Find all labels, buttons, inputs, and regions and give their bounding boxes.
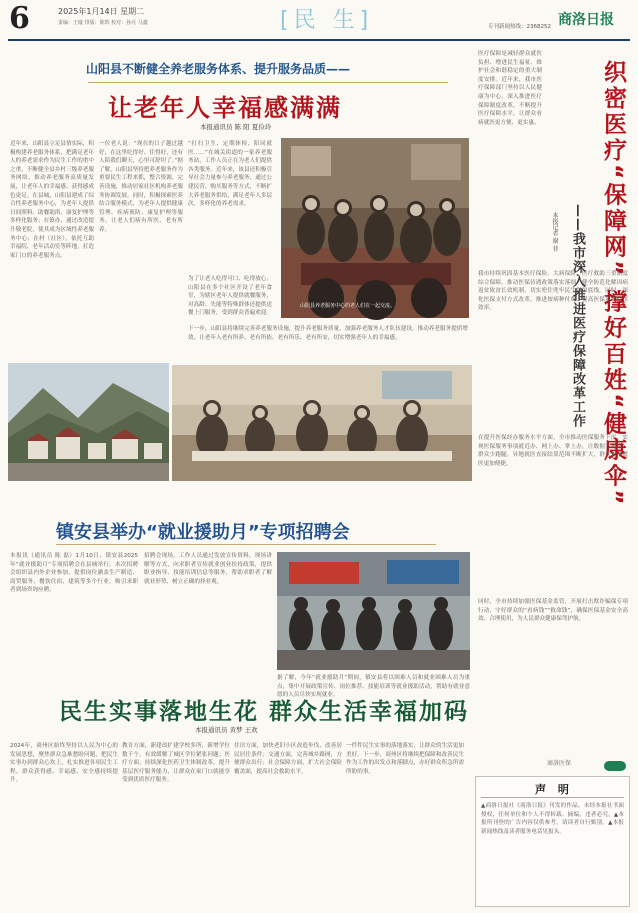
- right-article-col3: 在提升医保经办服务水平方面，全市推动医保服务下沉，实现医保服务事项就近办、网上办、掌上办，让数据多跑路、群众少跑腿。异地就医直接结算范围不断扩大，群众异地就医更加便捷。: [478, 435, 628, 467]
- notice-divider: [481, 797, 624, 798]
- elderly-activity-illustration: [281, 138, 469, 318]
- photo1-caption: 山阳县养老服务中心的老人们在一起交流。: [300, 303, 396, 309]
- masthead: [0, 0, 638, 40]
- right-article-headline: 织密医疗“保障网” 撑好百姓“健康伞”: [600, 60, 626, 508]
- section-title: [民 生]: [280, 8, 374, 33]
- article2-divider: [56, 544, 436, 545]
- article3-col1: 2024年，商州区始终坚持以人民为中心的发展思想，聚焦群众急难愁盼问题，把民生实事办到群众心坎上，扎实推进各项民生工程，群众获得感、幸福感、安全感持续提升。: [10, 743, 118, 784]
- article2-col3: 据了解，今年“就业援助月”期间，镇安县将以困难人员和就业困难人员为重点，集中开展政策宣传、岗位推荐、技能培训等就业援助活动，帮助有就业意愿的人员尽快实现就业。: [277, 675, 470, 699]
- article3-col2: 教育方面，新建改扩建学校多所，新增学位数千个，有效缓解了城区学位紧张问题；医疗方面，持续深化医药卫生体制改革，提升基层医疗服务能力，让群众在家门口就能享受到优质医疗服务。: [122, 743, 230, 784]
- right-article-col2: 我市持续巩固基本医疗保险、大病保险、医疗救助三重制度综合保障，推动医保待遇政策落实落细，健全防范化解因病返贫致贫长效机制，切实兜住兜牢民生保障底线。同时，深化医保支付方式改革，推进按病种付费，提高医保基金使用效率。: [478, 271, 628, 312]
- article3-col3: 住房方面，加快老旧小区改造步伐，改善居民居住条件；交通方面，完善城乡路网，方便群众出行；社会保障方面，扩大社会保险覆盖面，提高社会救助水平。: [234, 743, 342, 775]
- photo-job-fair: [277, 552, 470, 670]
- notice-title: 声 明: [535, 783, 573, 796]
- article1-col4: 为了让老人吃得可口、吃得放心，山阳县在多个社区开设了老年食堂，为辖区老年人提供就餐服务，对高龄、失能等特殊群体还提供送餐上门服务，受到群众普遍欢迎。: [188, 276, 272, 317]
- kicker-divider: [88, 82, 448, 83]
- elderly-dining-illustration: [172, 365, 472, 481]
- article1-col1: 近年来，山阳县立足县情实际，积极构建养老服务体系，把满足老年人的养老需求作为民生工作的重中之重，不断健全县乡村三级养老服务网络，推动养老服务高质量发展，让老年人的幸福感、获得感成色更足。在县城，山阳县建成了综合性养老服务中心，为老年人提供日间照料、助餐助浴、康复护理等多样化服务；在镇办，通过改造提升敬老院，使其成为区域性养老服务中心；在村（社区），依托互助幸福院、老年活动室等阵地，打造家门口的养老服务点。: [10, 141, 94, 259]
- article3-byline: 本报通讯员 黄梦 王欢: [195, 726, 258, 734]
- article1-col5: 下一步，山阳县将继续完善养老服务设施，提升养老服务质量，加强养老服务人才队伍建设，推动养老服务提质增效，让老年人老有所养、老有所依、老有所乐、老有所安，切实增强老年人的幸福感。: [188, 326, 468, 341]
- article3-col4: 一件件民生实事的落地落实，让群众的生活更加美好。下一步，商州区将继续把保障和改善民生作为工作的出发点和落脚点，办好群众所急所需所盼的事。: [346, 743, 464, 775]
- article2-col2: 招聘会现场，工作人员通过发放宣传资料、现场讲解等方式，向求职者宣传就业创业扶持政策，提供职业指导、技能培训信息等服务，帮助求职者了解就业形势、树立正确的择业观。: [144, 553, 272, 585]
- issue-date: 2025年1月14日 星期二: [58, 7, 145, 16]
- notice-text: ▲商洛日报社《商洛日报》刊发的作品，未经本报社书面授权，任何单位和个人不得转载、摘编，违者必究。▲本报所刊登的广告内容仅供参考，请读者自行甄别。▲本报新闻热线及读者服务电话见报头。: [481, 803, 624, 835]
- article2-headline: 镇安县举办“就业援助月”专项招聘会: [56, 522, 350, 543]
- photo-elderly-dining: [172, 365, 472, 481]
- news-hotline: 专刊新闻热线：2368252: [488, 24, 551, 30]
- ad-logo-icon: [604, 761, 626, 771]
- masthead-rule: [8, 39, 630, 41]
- right-article-byline: 本报记者 谢 菲: [551, 212, 558, 252]
- ad-text: 商洛医保: [547, 760, 572, 767]
- right-article-col1: 医疗保障是减轻群众就医负担、增进民生福祉、维护社会和谐稳定的重大制度安排。近年来，我市医疗保障部门坚持以人民健康为中心，深入推进医疗保障制度改革，不断提升医疗保障水平，让群众看病就医更方便、更实惠。: [478, 51, 542, 126]
- article1-byline: 本报通讯员 陈 阳 夏俭玲: [200, 123, 272, 131]
- editor-credits: 责编：王璇 排版：陈辉 校对：孙亮 马鑫: [58, 20, 148, 26]
- mountain-town-illustration: [8, 363, 169, 481]
- article1-col2: 一位老人说：“现在的日子越过越好，在这里吃得好、住得好，还有人陪我们聊天，心里可舒坦了。”据了解，山阳县坚持把养老服务作为重要民生工程来抓，整合资源、完善设施，推动居家社区机构养老服务协调发展。同时，积极探索医养结合服务模式，为老年人提供健康管理、疾病预防、康复护理等服务，让老人们病有所医、老有所养。: [99, 141, 184, 233]
- right-article-col4: 同时，全市持续加强医保基金监管，开展打击欺诈骗保专项行动，守好群众的“看病钱”“救命钱”，确保医保基金安全高效、合理使用，为人民群众健康保驾护航。: [478, 599, 628, 623]
- article3-headline: 民生实事落地生花 群众生活幸福加码: [59, 699, 470, 725]
- article1-headline: 让老年人幸福感满满: [108, 94, 342, 122]
- page-number: 6: [9, 1, 30, 36]
- right-article-subhead: ——我市深入推进医疗保障改革工作: [570, 204, 585, 428]
- job-fair-illustration: [277, 552, 470, 670]
- photo-elderly-activity: [281, 138, 469, 318]
- article1-kicker: 山阳县不断健全养老服务体系、提升服务品质——: [86, 62, 351, 76]
- newspaper-logo: 商洛日报: [558, 12, 614, 28]
- photo-mountain-town: [8, 363, 169, 481]
- article1-col3: “打扫卫生、定期体检、陪同就医……”在城关街道的一家养老服务站，工作人员正在为老人们提供各类服务。近年来，该县还积极引导社会力量参与养老服务，通过公建民营、购买服务等方式，不断扩大养老服务供给，满足老年人多层次、多样化的养老需求。: [188, 141, 272, 208]
- article2-col1: 本报讯（通讯员 陈 磊）1月10日，镇安县2025年“就业援助月”专项招聘会在县城举行。本次招聘会组织县内外企业参加，提供岗位涵盖生产制造、商贸服务、餐饮住宿、建筑等多个行业，吸引求职者到场咨询应聘。: [10, 553, 138, 594]
